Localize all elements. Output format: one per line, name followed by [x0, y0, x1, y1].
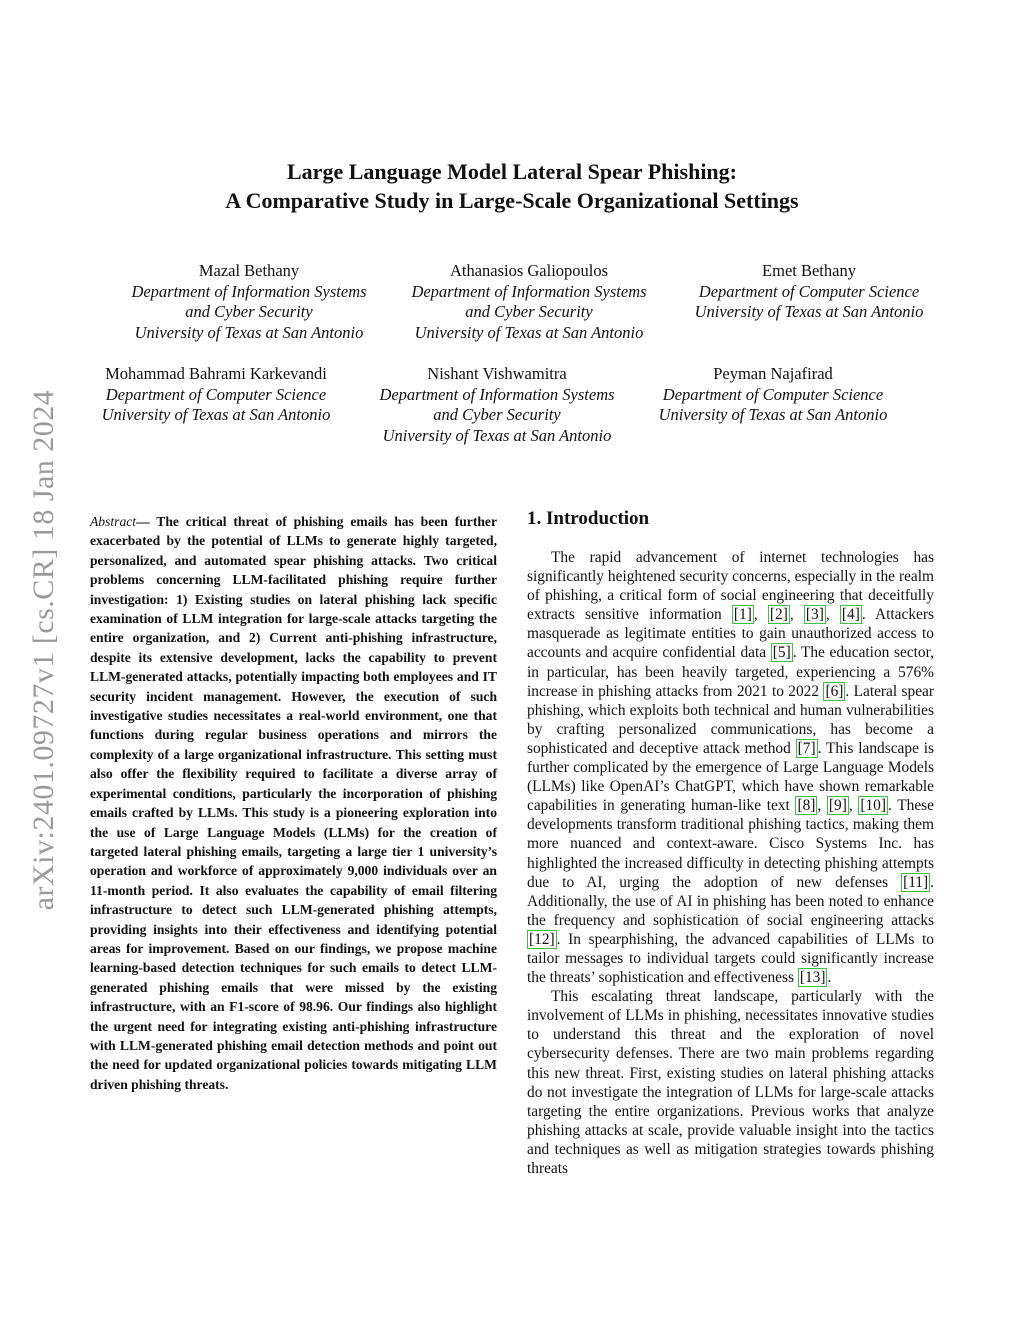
author-affiliation-line: and Cyber Security: [465, 302, 593, 321]
title-line-1: Large Language Model Lateral Spear Phishing:: [287, 159, 737, 184]
citation-link[interactable]: [13]: [799, 969, 826, 987]
author-affiliation-line: Department of Information Systems: [379, 384, 615, 404]
author-affiliation-line: and Cyber Security: [185, 302, 313, 321]
author-name: Emet Bethany: [762, 261, 856, 280]
citation-link[interactable]: [6]: [825, 682, 844, 700]
author-affiliation-line: University of Texas at San Antonio: [134, 322, 364, 342]
citation-link[interactable]: [10]: [860, 797, 887, 815]
author-block: [112, 261, 386, 343]
citation-link[interactable]: [4]: [841, 606, 860, 624]
author-affiliation-line: Department of Computer Science: [105, 384, 327, 404]
author-affiliation-line: and Cyber Security: [433, 405, 561, 424]
author-name: Athanasios Galiopoulos: [449, 261, 609, 280]
author-affiliation-line: Department of Information Systems: [411, 281, 647, 301]
introduction-paragraph-2: This escalating threat landscape, particularly with the involvement of LLMs in phishing, necessitates innovative studies to understand this threat and the exploration of novel cybersecurity defenses. There are two main problems regarding this new threat. First, existing studies on lateral phishing attacks do not investigate the integration of LLMs for large-scale attacks targeting the entire organizations. Previous works that analyze phishing attacks at scale, provide valuable insight into the tactics and techniques as well as mitigation strategies towards phishing threats: [527, 988, 934, 1177]
citation-link[interactable]: [12]: [529, 930, 555, 948]
abstract: [90, 512, 497, 1094]
abstract-label: Abstract: [90, 514, 137, 529]
paper-page: arXiv:2401.09727v1 [cs.CR] 18 Jan 2024 Large Language Model Lateral Spear Phishing: A Comparative Study in Large-Scale Organizational Settings Mazal Bethany Department of Information Systems and Cyber Security University of Texas at San Antonio Athanasios Galiopoulos Department of Information Systems and Cyber Security University of Texas at San Antonio Emet Bethany Department of Computer Science University of Texas at San Antonio Mohammad Bahrami Karkevandi Department of Computer Science University of Texas at San Antonio Nishant Vishwamitra Department of Information Systems and Cyber Security University of Texas at San Antonio Peyman Najafirad Department of Computer Science University of Texas at San Antonio Abstract— The critical threat of phishing emails has been further exacerbated by the potential of LLMs to generate highly targeted, personalized, and automated spear phishing attacks. Two critical problems concerning LLM-facilitated phishing require further investigation: 1) Existing studies on lateral phishing lack specific examination of LLM integration for large-scale attacks targeting the entire organization, and 2) Current anti-phishing infrastructure, despite its extensive development, lacks the capability to prevent LLM-generated attacks, potentially impacting both employees and IT security incident management. However, the execution of such investigative studies necessitates a real-world environment, one that functions during regular business operations and mirrors the complexity of a large organizational infrastructure. This setting must also offer the flexibility required to facilitate a diverse array of experimental conditions, particularly the incorporation of phishing emails crafted by LLMs. This study is a pioneering exploration into the use of Large Language Models (LLMs) for the creation of targeted lateral phishing emails, targeting a large tier 1 university’s operation and workforce of approximately 9,000 individuals over an 11-month period. It also evaluates the capability of email filtering infrastructure to detect such LLM-generated phishing attempts, providing insights into their effectiveness and identifying potential areas for improvement. Based on our findings, we propose machine learning-based detection techniques for such emails to detect LLM-generated phishing emails that were missed by the existing infrastructure, with an F1-score of 98.96. Our findings also highlight the urgent need for integrating existing anti-phishing infrastructure with LLM-generated phishing email detection methods and point out the need for updated organizational policies towards mitigating LLM driven phishing threats. 1. Introduction The rapid advancement of internet technologies has significantly heightened security concerns, especially in the realm of phishing, a critical form of social engineering that deceitfully extracts sensitive information [1] , [2] , [3] , [4] . Attackers masquerade as legitimate entities to gain unauthorized access to accounts and acquire confidential data [5] . The education sector, in particular, has been heavily targeted, experiencing a 576% increase in phishing attacks from 2021 to 2022 [6] . Lateral spear phishing, which exploits both technical and human vulnerabilities by crafting personalized communications, has become a sophisticated and deceptive attack method [7] . This landscape is further complicated by the emergence of Large Language Models (LLMs) like OpenAI’s ChatGPT, which have shown remarkable capabilities in generating human-like text [8] , [9] , [10] . These developments transform traditional phishing tactics, making them more nuanced and context-aware. Cisco Systems Inc. has highlighted the increased difficulty in detecting phishing attempts due to AI, urging the adoption of new defenses [11] . Additionally, the use of AI in phishing has been noted to enhance the frequency and sophistication of social engineering attacks [12] . In spearphishing, the advanced capabilities of LLMs to tailor messages to individual targets could significantly increase the threats’ sophistication and effectiveness [13] . This escalating threat landscape, particularly with the involvement of LLMs in phishing, necessitates innovative studies to understand this threat and the exploration of novel cybersecurity defenses. There are two main problems regarding this new threat. First, existing studies on lateral phishing attacks do not investigate the integration of LLMs for large-scale attacks targeting the entire organizations. Previous works that analyze phishing attacks at scale, provide valuable insight into the tactics and techniques as well as mitigation strategies towards phishing threats: [0, 0, 1024, 1325]
citation-link[interactable]: [8]: [797, 797, 816, 815]
author-affiliation-line: Department of Information Systems: [131, 281, 367, 301]
author-block: [638, 364, 908, 426]
citation-link[interactable]: [2]: [769, 606, 788, 624]
citation-link[interactable]: [7]: [797, 739, 816, 757]
author-affiliation-line: Department of Computer Science: [662, 384, 884, 404]
author-affiliation-line: University of Texas at San Antonio: [694, 302, 924, 321]
title-line-2: A Comparative Study in Large-Scale Organizational Settings: [225, 188, 799, 213]
author-name: Peyman Najafirad: [713, 364, 833, 383]
citation-link[interactable]: [5]: [772, 644, 791, 662]
citation-link[interactable]: [1]: [733, 606, 752, 624]
introduction-paragraph-1: The rapid advancement of internet technologies has significantly heightened security concerns, especially in the realm of phishing, a critical form of social engineering that deceitfully extracts sensitive information [1] , [2] , [3] , [4] . Attackers masquerade as legitimate entities to gain unauthorized access to accounts and acquire confidential data [5] . The education sector, in particular, has been heavily targeted, experiencing a 576% increase in phishing attacks from 2021 to 2022 [6] . Lateral spear phishing, which exploits both technical and human vulnerabilities by crafting personalized communications, has become a sophisticated and deceptive attack method [7] . This landscape is further complicated by the emergence of Large Language Models (LLMs) like OpenAI’s ChatGPT, which have shown remarkable capabilities in generating human-like text [8] , [9] , [10] . These developments transform traditional phishing tactics, making them more nuanced and context-aware. Cisco Systems Inc. has highlighted the increased difficulty in detecting phishing attempts due to AI, urging the adoption of new defenses [11] . Additionally, the use of AI in phishing has been noted to enhance the frequency and sophistication of social engineering attacks [12] . In spearphishing, the advanced capabilities of LLMs to tailor messages to individual targets could significantly increase the threats’ sophistication and effectiveness [13] .: [527, 549, 935, 987]
author-affiliation-line: University of Texas at San Antonio: [414, 322, 644, 342]
citation-link[interactable]: [9]: [828, 797, 847, 815]
author-affiliation-line: University of Texas at San Antonio: [101, 405, 331, 424]
citation-link[interactable]: [3]: [805, 606, 824, 624]
citation-link[interactable]: [11]: [903, 873, 929, 891]
abstract-text: — The critical threat of phishing emails has been further exacerbated by the potential of LLMs to generate highly targeted, personalized, and automated spear phishing attacks. Two critical problems concerning LLM-facilitated phishing require further investigation: 1) Existing studies on lateral phishing lack specific examination of LLM integration for large-scale attacks targeting the entire organization, and 2) Current anti-phishing infrastructure, despite its extensive development, lacks the capability to prevent LLM-generated attacks, potentially impacting both employees and IT security incident management. However, the execution of such investigative studies necessitates a real-world environment, one that functions during regular business operations and mirrors the complexity of a large organizational infrastructure. This setting must also offer the flexibility required to facilitate a diverse array of experimental conditions, particularly the incorporation of phishing emails crafted by LLMs. This study is a pioneering exploration into the use of Large Language Models (LLMs) for the creation of targeted lateral phishing emails, targeting a large tier 1 university’s operation and workforce of approximately 9,000 individuals over an 11-month period. It also evaluates the capability of email filtering infrastructure to detect such LLM-generated phishing attempts, providing insights into their effectiveness and identifying potential areas for improvement. Based on our findings, we propose machine learning-based detection techniques for such emails to detect LLM-generated phishing emails that were missed by the existing infrastructure, with an F1-score of 98.96. Our findings also highlight the urgent need for integrating existing anti-phishing infrastructure with LLM-generated phishing email detection methods and point out the need for updated organizational policies towards mitigating LLM driven phishing threats.: [90, 514, 497, 1092]
author-name: Mazal Bethany: [198, 261, 300, 280]
author-name: Nishant Vishwamitra: [427, 364, 567, 383]
author-block: [672, 261, 946, 323]
introduction-body: [527, 548, 934, 1178]
section-heading-introduction: 1. Introduction: [527, 508, 650, 529]
author-name: Mohammad Bahrami Karkevandi: [105, 364, 327, 383]
author-affiliation-line: University of Texas at San Antonio: [382, 425, 612, 445]
author-block: [359, 364, 635, 446]
author-block: [392, 261, 666, 343]
paper-title: [120, 157, 904, 215]
author-affiliation-line: Department of Computer Science: [698, 281, 920, 301]
author-affiliation-line: University of Texas at San Antonio: [658, 405, 888, 424]
author-block: [77, 364, 355, 426]
